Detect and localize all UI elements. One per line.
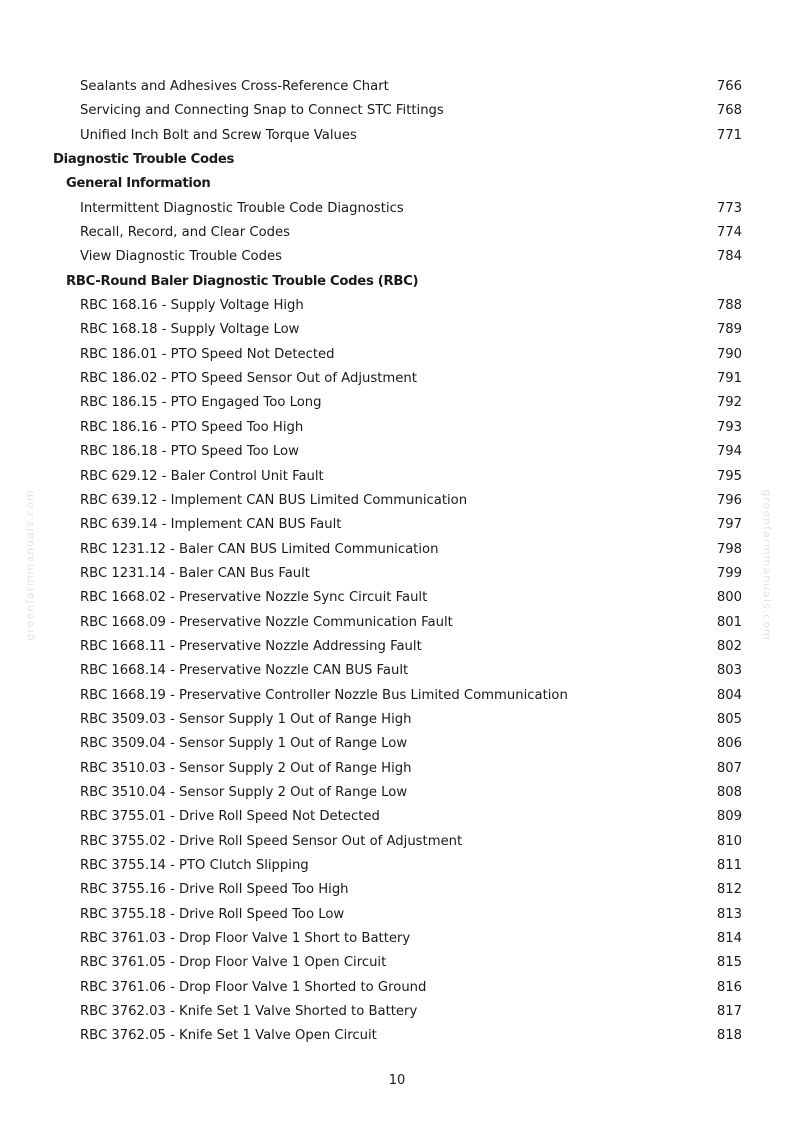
toc-entry-page: 806	[716, 736, 742, 752]
toc-entry[interactable]	[0, 708, 794, 732]
toc-entry-page: 818	[716, 1028, 742, 1044]
toc-entry-title: RBC 3509.04 - Sensor Supply 1 Out of Range Low	[80, 736, 408, 752]
toc-entry-title: RBC 3755.02 - Drive Roll Speed Sensor Out of Adjustment	[80, 833, 463, 849]
toc-entry[interactable]	[0, 318, 794, 342]
toc-entry[interactable]	[0, 781, 794, 805]
toc-entry-page: 790	[716, 346, 742, 362]
toc-entry-page: 791	[716, 371, 742, 387]
toc-entry-title: RBC-Round Baler Diagnostic Trouble Codes (RBC)	[66, 273, 419, 289]
toc-entry-title: RBC 1668.11 - Preservative Nozzle Addressing Fault	[80, 638, 422, 654]
toc-entry-title: RBC 3762.05 - Knife Set 1 Valve Open Circuit	[80, 1028, 377, 1044]
toc-entry[interactable]	[0, 367, 794, 391]
toc-entry[interactable]	[0, 732, 794, 756]
toc-entry[interactable]	[0, 903, 794, 927]
toc-entry-title: RBC 1231.12 - Baler CAN BUS Limited Communication	[80, 541, 439, 557]
toc-entry-title: Unified Inch Bolt and Screw Torque Values	[80, 127, 357, 143]
toc-entry-page: 804	[716, 687, 742, 703]
toc-entry-page: 813	[716, 906, 742, 922]
toc-entry[interactable]	[0, 465, 794, 489]
toc-entry-page: 794	[716, 444, 742, 460]
toc-entry[interactable]	[0, 99, 794, 123]
toc-entry-page: 768	[716, 103, 742, 119]
toc-entry-title: RBC 3755.16 - Drive Roll Speed Too High	[80, 882, 349, 898]
toc-entry-page: 805	[716, 711, 742, 727]
toc-entry-page: 771	[716, 127, 742, 143]
toc-entry[interactable]	[0, 805, 794, 829]
toc-entry-page: 807	[716, 760, 742, 776]
toc-entry[interactable]	[0, 659, 794, 683]
toc-entry-title: RBC 168.18 - Supply Voltage Low	[80, 322, 300, 338]
toc-entry-title: RBC 186.16 - PTO Speed Too High	[80, 419, 304, 435]
toc-entry-title: Recall, Record, and Clear Codes	[80, 225, 290, 241]
toc-entry[interactable]	[0, 611, 794, 635]
toc-entry[interactable]	[0, 757, 794, 781]
toc-entry-title: General Information	[66, 176, 211, 192]
toc-entry-page: 809	[716, 809, 742, 825]
toc-entry[interactable]	[0, 221, 794, 245]
toc-entry-title: RBC 1668.14 - Preservative Nozzle CAN BUS Fault	[80, 663, 409, 679]
toc-entry-title: View Diagnostic Trouble Codes	[80, 249, 282, 265]
toc-section-heading	[0, 148, 794, 172]
toc-entry-page: 789	[716, 322, 742, 338]
toc-entry-page: 810	[716, 833, 742, 849]
table-of-contents	[0, 75, 794, 1049]
toc-entry-title: RBC 3510.04 - Sensor Supply 2 Out of Range Low	[80, 784, 408, 800]
toc-entry[interactable]	[0, 197, 794, 221]
toc-entry-page: 800	[716, 590, 742, 606]
toc-entry[interactable]	[0, 1000, 794, 1024]
toc-entry-page: 814	[716, 931, 742, 947]
toc-entry-title: RBC 3761.03 - Drop Floor Valve 1 Short to Battery	[80, 931, 411, 947]
toc-entry[interactable]	[0, 391, 794, 415]
toc-entry[interactable]	[0, 684, 794, 708]
toc-entry-page: 788	[716, 298, 742, 314]
toc-entry[interactable]	[0, 927, 794, 951]
watermark-right: greenfarmmanuals.com	[760, 489, 774, 641]
toc-entry-page: 803	[716, 663, 742, 679]
toc-entry-page: 774	[716, 225, 742, 241]
toc-entry-page: 784	[716, 249, 742, 265]
toc-entry-page: 811	[716, 858, 742, 873]
toc-entry-page: 812	[716, 882, 742, 898]
toc-entry-title: RBC 3509.03 - Sensor Supply 1 Out of Range High	[80, 711, 412, 727]
toc-entry-title: RBC 3755.01 - Drive Roll Speed Not Detected	[80, 809, 380, 825]
toc-entry-title: RBC 629.12 - Baler Control Unit Fault	[80, 468, 324, 484]
toc-subsection-heading	[0, 270, 794, 294]
toc-entry-page: 816	[716, 979, 742, 995]
toc-entry[interactable]	[0, 635, 794, 659]
toc-entry[interactable]	[0, 343, 794, 367]
toc-entry-title: RBC 3755.18 - Drive Roll Speed Too Low	[80, 906, 345, 922]
toc-entry-page: 792	[716, 395, 742, 411]
toc-entry[interactable]	[0, 830, 794, 854]
toc-entry-title: RBC 1231.14 - Baler CAN Bus Fault	[80, 565, 310, 581]
toc-subsection-heading	[0, 172, 794, 196]
toc-entry[interactable]	[0, 562, 794, 586]
toc-entry[interactable]	[0, 951, 794, 975]
toc-entry-page: 795	[716, 468, 742, 484]
toc-entry-title: RBC 639.14 - Implement CAN BUS Fault	[80, 517, 342, 533]
toc-entry-title: Sealants and Adhesives Cross-Reference Chart	[80, 79, 389, 94]
toc-entry-title: RBC 3761.05 - Drop Floor Valve 1 Open Circuit	[80, 955, 387, 971]
toc-entry-page: 801	[716, 614, 742, 630]
toc-entry-page: 802	[716, 638, 742, 654]
toc-entry[interactable]	[0, 513, 794, 537]
toc-entry-page: 796	[716, 492, 742, 508]
toc-entry[interactable]	[0, 489, 794, 513]
toc-entry-title: RBC 186.01 - PTO Speed Not Detected	[80, 346, 335, 362]
toc-entry[interactable]	[0, 294, 794, 318]
toc-entry-title: RBC 186.18 - PTO Speed Too Low	[80, 444, 299, 460]
watermark-left: greenfarmmanuals.com	[23, 489, 37, 641]
toc-entry-title: RBC 186.02 - PTO Speed Sensor Out of Adjustment	[80, 371, 417, 387]
toc-entry-title: RBC 1668.09 - Preservative Nozzle Communication Fault	[80, 614, 453, 630]
toc-entry[interactable]	[0, 878, 794, 902]
toc-entry-title: Servicing and Connecting Snap to Connect STC Fittings	[80, 103, 444, 119]
toc-entry[interactable]	[0, 245, 794, 269]
toc-entry-title: Intermittent Diagnostic Trouble Code Diagnostics	[80, 200, 404, 216]
toc-entry-page: 766	[716, 79, 742, 94]
toc-entry[interactable]	[0, 124, 794, 148]
toc-entry-title: RBC 186.15 - PTO Engaged Too Long	[80, 395, 322, 411]
toc-entry[interactable]	[0, 416, 794, 440]
toc-entry-page: 793	[716, 419, 742, 435]
toc-entry-page: 817	[716, 1004, 742, 1020]
toc-entry[interactable]	[0, 538, 794, 562]
toc-entry-title: RBC 3761.06 - Drop Floor Valve 1 Shorted to Ground	[80, 979, 427, 995]
toc-entry-title: RBC 168.16 - Supply Voltage High	[80, 298, 304, 314]
toc-entry-page: 797	[716, 517, 742, 533]
toc-entry-page: 815	[716, 955, 742, 971]
toc-entry[interactable]	[0, 976, 794, 1000]
toc-entry[interactable]	[0, 1024, 794, 1048]
toc-entry-title: RBC 1668.02 - Preservative Nozzle Sync Circuit Fault	[80, 590, 428, 606]
toc-entry-page: 799	[716, 565, 742, 581]
toc-entry-page: 798	[716, 541, 742, 557]
toc-entry-page: 773	[716, 200, 742, 216]
toc-entry-title: RBC 639.12 - Implement CAN BUS Limited Communication	[80, 492, 468, 508]
toc-entry-title: RBC 3762.03 - Knife Set 1 Valve Shorted to Battery	[80, 1004, 418, 1020]
toc-entry[interactable]	[0, 75, 794, 99]
toc-entry[interactable]	[0, 440, 794, 464]
toc-entry-page: 808	[716, 784, 742, 800]
toc-entry-title: Diagnostic Trouble Codes	[53, 152, 235, 168]
toc-entry-title: RBC 3510.03 - Sensor Supply 2 Out of Range High	[80, 760, 412, 776]
toc-entry[interactable]	[0, 586, 794, 610]
page-number: 10	[388, 1073, 406, 1088]
toc-entry[interactable]	[0, 854, 794, 878]
toc-entry-title: RBC 3755.14 - PTO Clutch Slipping	[80, 858, 309, 873]
toc-entry-title: RBC 1668.19 - Preservative Controller Nozzle Bus Limited Communication	[80, 687, 568, 703]
